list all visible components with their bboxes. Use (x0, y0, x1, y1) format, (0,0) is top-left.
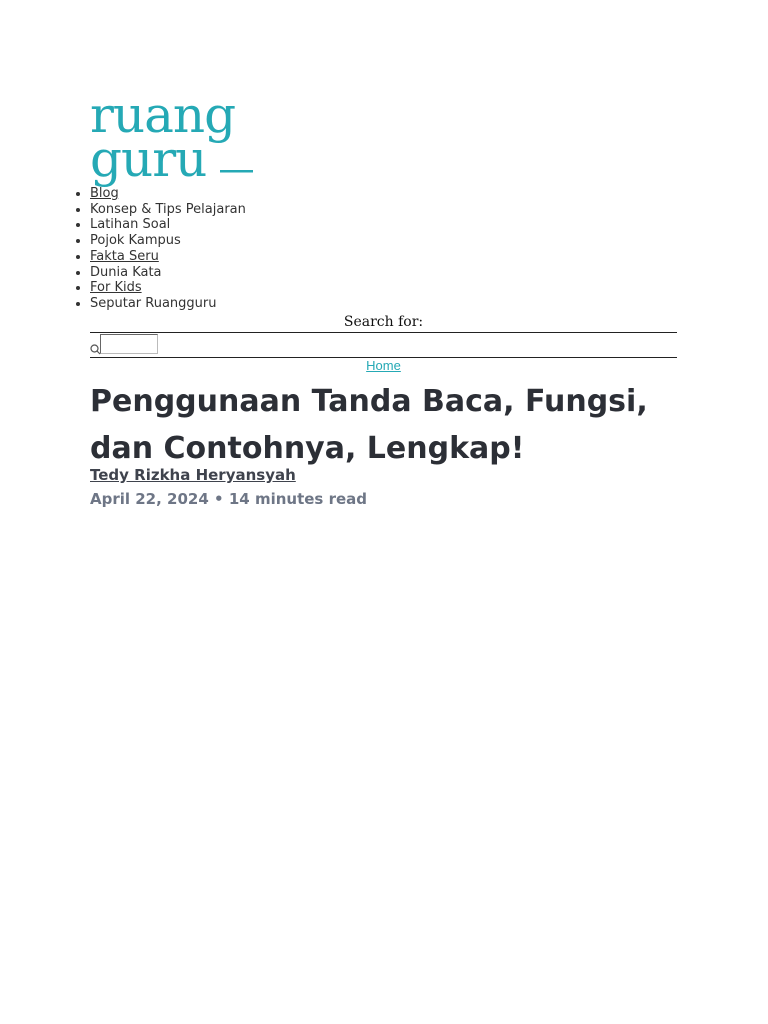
nav-item-blog[interactable] (90, 186, 390, 202)
breadcrumb (90, 358, 677, 373)
search-label: Search for: (343, 314, 424, 330)
nav-link-fakta-seru[interactable]: Fakta Seru (90, 248, 159, 264)
nav-item-latihan-soal[interactable]: • Latihan Soal (90, 217, 390, 233)
nav-item-fakta-seru[interactable] (90, 249, 390, 265)
nav-item-seputar-ruangguru[interactable]: • Seputar Ruangguru (90, 296, 390, 312)
logo-line-1: ruang (90, 88, 236, 144)
article-title: Penggunaan Tanda Baca, Fungsi, dan Contohnya, Lengkap! (90, 384, 648, 466)
nav-link-for-kids[interactable]: For Kids (90, 280, 142, 296)
meta-separator: • (214, 490, 224, 508)
nav-item-for-kids[interactable] (90, 280, 390, 296)
nav-link-blog[interactable]: Blog (90, 186, 119, 201)
nav-item-dunia-kata[interactable]: • Dunia Kata (90, 265, 390, 281)
nav-item-konsep[interactable]: • Konsep & Tips Pelajaran (90, 202, 390, 218)
search-input[interactable] (100, 334, 158, 354)
breadcrumb-home-link[interactable]: Home (366, 358, 401, 373)
article-date: April 22, 2024 (90, 490, 209, 508)
logo-wordmark (90, 88, 255, 188)
ruangguru-logo[interactable] (90, 88, 255, 188)
logo-underscore (220, 170, 253, 173)
logo-line-2: guru (90, 130, 207, 188)
article-author-link[interactable]: Tedy Rizkha Heryansyah (90, 466, 296, 484)
main-nav (90, 186, 390, 312)
search-row (90, 332, 677, 358)
search-form (90, 313, 677, 358)
article-read-time: 14 minutes read (228, 490, 368, 508)
article-meta (90, 490, 367, 508)
nav-item-pojok-kampus[interactable]: • Pojok Kampus (90, 233, 390, 249)
